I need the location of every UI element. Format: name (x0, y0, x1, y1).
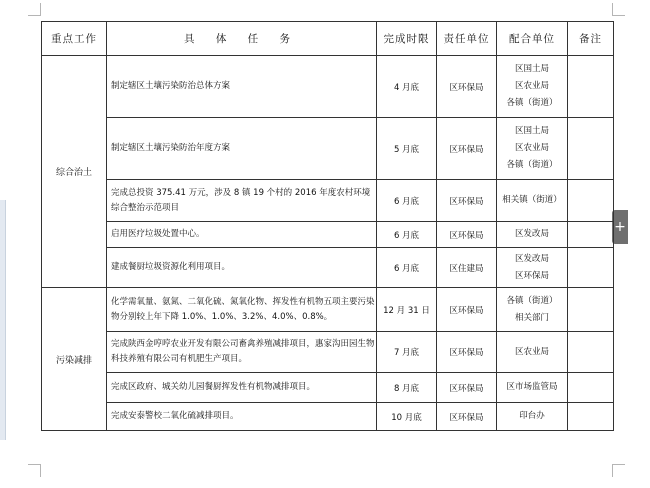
cooperating-cell (497, 56, 568, 118)
task-cell: 完成总投资 375.41 万元，涉及 8 镇 19 个村的 2016 年度农村环境综合整治示范项目 (107, 180, 377, 222)
deadline-cell: 12 月 31 日 (377, 288, 437, 332)
table-row (42, 288, 614, 332)
header-key-work: 重点工作 (42, 22, 107, 56)
table-header-row (42, 22, 614, 56)
cooperating-unit: 区国土局 (514, 64, 549, 74)
page-corner-mark (28, 3, 41, 16)
cooperating-unit: 区市场监管局 (506, 382, 558, 392)
table-row (42, 248, 614, 288)
table-row (42, 56, 614, 118)
header-deadline: 完成时限 (377, 22, 437, 56)
task-cell: 完成区政府、城关幼儿园餐厨挥发性有机物减排项目。 (107, 373, 377, 403)
cooperating-cell (497, 332, 568, 373)
cooperating-cell (497, 288, 568, 332)
cooperating-cell (497, 248, 568, 288)
responsible-cell: 区环保局 (437, 118, 497, 180)
category-cell: 综合治土 (42, 56, 107, 288)
deadline-cell: 5 月底 (377, 118, 437, 180)
cooperating-unit: 印台办 (519, 411, 545, 421)
header-cooperating: 配合单位 (497, 22, 568, 56)
page-corner-mark (612, 464, 625, 477)
deadline-cell: 6 月底 (377, 222, 437, 248)
cooperating-cell (497, 403, 568, 431)
cooperating-cell (497, 373, 568, 403)
cooperating-unit: 区农业局 (514, 81, 549, 91)
responsible-cell: 区环保局 (437, 373, 497, 403)
remark-cell (568, 56, 614, 118)
page-corner-mark (28, 464, 41, 477)
table-row (42, 118, 614, 180)
task-cell: 完成陕西金哼哼农业开发有限公司畜禽养殖减排项目，惠家沟田园生物科技养殖有限公司有机肥生产项目。 (107, 332, 377, 373)
table-row (42, 180, 614, 222)
left-margin-strip (0, 200, 6, 440)
remark-cell (568, 222, 614, 248)
cooperating-unit: 各镇（街道） (506, 160, 558, 170)
deadline-cell: 8 月底 (377, 373, 437, 403)
deadline-cell: 6 月底 (377, 180, 437, 222)
task-cell: 建成餐厨垃圾资源化利用项目。 (107, 248, 377, 288)
header-remark: 备注 (568, 22, 614, 56)
task-table (41, 21, 614, 431)
responsible-cell: 区环保局 (437, 222, 497, 248)
header-task: 具 体 任 务 (107, 22, 377, 56)
table-row (42, 332, 614, 373)
table-row (42, 373, 614, 403)
responsible-cell: 区环保局 (437, 56, 497, 118)
deadline-cell: 7 月底 (377, 332, 437, 373)
page-corner-mark (612, 3, 625, 16)
table-row (42, 403, 614, 431)
remark-cell (568, 118, 614, 180)
task-cell: 启用医疗垃圾处置中心。 (107, 222, 377, 248)
responsible-cell: 区环保局 (437, 180, 497, 222)
task-cell: 化学需氧量、氨氮、二氧化硫、氮氧化物、挥发性有机物五项主要污染物分别较上年下降 1.0%、1.0%、3.2%、4.0%、0.8%。 (107, 288, 377, 332)
remark-cell (568, 180, 614, 222)
cooperating-unit: 各镇（街道） (506, 295, 558, 306)
cooperating-cell (497, 222, 568, 248)
task-cell: 完成安泰警校二氧化硫减排项目。 (107, 403, 377, 431)
task-cell: 制定辖区土壤污染防治总体方案 (107, 56, 377, 118)
expand-side-panel-button[interactable] (612, 210, 628, 244)
cooperating-unit: 区发改局 (514, 253, 549, 264)
remark-cell (568, 248, 614, 288)
cooperating-cell (497, 118, 568, 180)
responsible-cell: 区环保局 (437, 332, 497, 373)
cooperating-cell (497, 180, 568, 222)
deadline-cell: 4 月底 (377, 56, 437, 118)
cooperating-unit: 区农业局 (514, 143, 549, 153)
cooperating-unit: 区环保局 (514, 270, 549, 281)
remark-cell (568, 373, 614, 403)
deadline-cell: 10 月底 (377, 403, 437, 431)
remark-cell (568, 403, 614, 431)
deadline-cell: 6 月底 (377, 248, 437, 288)
cooperating-unit: 区农业局 (514, 346, 549, 357)
header-responsible: 责任单位 (437, 22, 497, 56)
responsible-cell: 区环保局 (437, 288, 497, 332)
cooperating-unit: 相关镇（街道） (502, 195, 562, 205)
cooperating-unit: 区国土局 (514, 126, 549, 136)
table-row (42, 222, 614, 248)
category-cell: 污染减排 (42, 288, 107, 431)
task-cell: 制定辖区土壤污染防治年度方案 (107, 118, 377, 180)
cooperating-unit: 各镇（街道） (506, 98, 558, 108)
cooperating-unit: 区发改局 (514, 229, 549, 239)
plus-icon: + (614, 219, 626, 235)
remark-cell (568, 288, 614, 332)
responsible-cell: 区环保局 (437, 403, 497, 431)
cooperating-unit: 相关部门 (514, 312, 549, 323)
responsible-cell: 区住建局 (437, 248, 497, 288)
remark-cell (568, 332, 614, 373)
